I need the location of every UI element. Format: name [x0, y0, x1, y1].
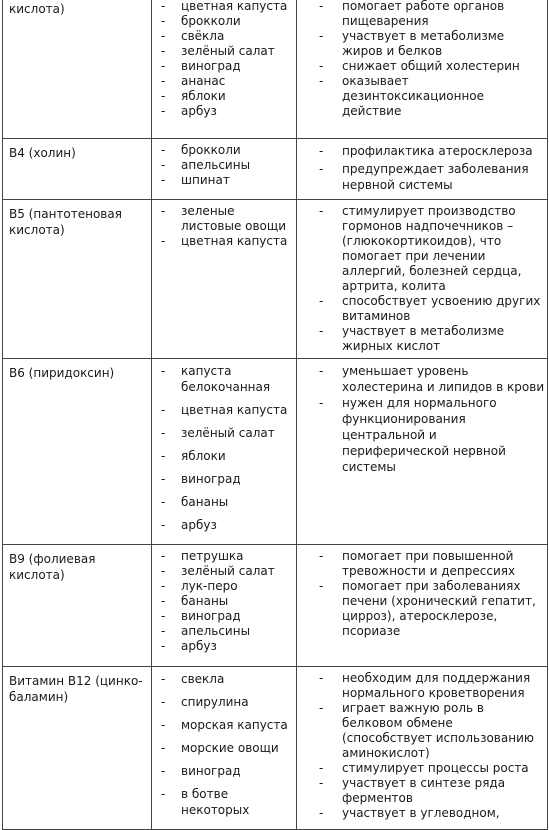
foods-list	[152, 200, 296, 253]
effect-item: - оказывает дезинтоксикационное действие	[297, 74, 545, 119]
vitamin-name: В9 (фолиевая кислота)	[9, 552, 96, 582]
food-item: - зелёный салат	[152, 564, 294, 579]
food-item: - ананас	[152, 74, 294, 89]
vitamin-name-cell	[3, 0, 152, 139]
foods-list	[152, 139, 296, 192]
food-item: - брокколи	[152, 143, 294, 158]
food-item: - морская капуста	[152, 717, 294, 733]
foods-list	[152, 0, 296, 123]
food-item: - шпинат	[152, 173, 294, 188]
effect-item: - помогает работе органов пищеварения	[297, 0, 545, 29]
table-row	[3, 667, 548, 830]
food-item: - брокколи	[152, 14, 294, 29]
food-item: - бананы	[152, 494, 294, 510]
foods-cell	[152, 545, 297, 667]
effects-list	[297, 200, 547, 358]
food-item: - зелёный салат	[152, 44, 294, 59]
food-item: - бананы	[152, 594, 294, 609]
foods-cell	[152, 139, 297, 200]
foods-cell	[152, 359, 297, 545]
vitamin-name-cell	[3, 545, 152, 667]
food-item: - арбуз	[152, 639, 294, 654]
table-row	[3, 200, 548, 359]
effect-item: - необходим для поддержания нормального кроветворения	[297, 671, 545, 701]
food-item: - цветная капуста	[152, 234, 294, 249]
effect-item: - участвует в углеводном,	[297, 806, 545, 821]
effects-cell	[297, 139, 548, 200]
effects-list	[297, 545, 547, 643]
effect-item: - участвует в метаболизме жирных кислот	[297, 324, 545, 354]
vitamins-table	[2, 0, 548, 830]
food-item: - виноград	[152, 59, 294, 74]
effect-item: - снижает общий холестерин	[297, 59, 545, 74]
food-item: - арбуз	[152, 104, 294, 119]
vitamin-name: кислота)	[9, 2, 65, 16]
effect-item: - стимулирует производство гормонов надпочечников – (глюкокортикоидов), что помогает при лечении аллергий, болезней сердца, артрита, колита	[297, 204, 545, 294]
effects-list	[297, 359, 547, 479]
food-item: - зеленые листовые овощи	[152, 204, 294, 234]
effects-cell	[297, 667, 548, 830]
food-item: - зелёный салат	[152, 425, 294, 441]
food-item: - яблоки	[152, 448, 294, 464]
effects-cell	[297, 359, 548, 545]
vitamin-name: В6 (пиридоксин)	[9, 366, 115, 380]
food-item: - свекла	[152, 671, 294, 687]
effects-cell	[297, 545, 548, 667]
food-item: - виноград	[152, 609, 294, 624]
effect-item: - способствует усвоению других витаминов	[297, 294, 545, 324]
foods-list	[152, 545, 296, 658]
vitamin-name: В5 (пантотеновая кислота)	[9, 207, 122, 237]
vitamin-name-cell	[3, 139, 152, 200]
vitamin-name: Витамин В12 (цинко-баламин)	[9, 674, 143, 704]
effect-item: - участвует в синтезе ряда ферментов	[297, 776, 545, 806]
food-item: - в ботве некоторых	[152, 786, 294, 818]
food-item: - апельсины	[152, 624, 294, 639]
food-item: - лук-перо	[152, 579, 294, 594]
foods-cell	[152, 200, 297, 359]
vitamin-name-cell	[3, 667, 152, 830]
food-item: - виноград	[152, 763, 294, 779]
effect-item: - помогает при заболеваниях печени (хронический гепатит, цирроз), атеросклерозе, псориазе	[297, 579, 545, 639]
effects-list	[297, 667, 547, 825]
effect-item: - играет важную роль в белковом обмене (способствует использованию аминокислот)	[297, 701, 545, 761]
vitamin-name-cell	[3, 200, 152, 359]
food-item: - петрушка	[152, 549, 294, 564]
table-row	[3, 139, 548, 200]
effects-cell	[297, 200, 548, 359]
table-row	[3, 545, 548, 667]
table-row	[3, 0, 548, 139]
foods-list	[152, 667, 296, 829]
food-item: - яблоки	[152, 89, 294, 104]
vitamin-name-cell	[3, 359, 152, 545]
vitamin-name: В4 (холин)	[9, 146, 76, 160]
food-item: - спирулина	[152, 694, 294, 710]
food-item: - капуста белокочанная	[152, 363, 294, 395]
effect-item: - нужен для нормального функционирования центральной и периферической нервной системы	[297, 395, 545, 475]
food-item: - свёкла	[152, 29, 294, 44]
effect-item: - уменьшает уровень холестерина и липидов в крови	[297, 363, 545, 395]
food-item: - цветная капуста	[152, 0, 294, 14]
foods-cell	[152, 0, 297, 139]
food-item: - апельсины	[152, 158, 294, 173]
food-item: - цветная капуста	[152, 402, 294, 418]
table-row	[3, 359, 548, 545]
effects-list	[297, 0, 547, 123]
effect-item: - стимулирует процессы роста	[297, 761, 545, 776]
food-item: - виноград	[152, 471, 294, 487]
effect-item: - профилактика атеросклероза	[297, 143, 545, 159]
food-item: - арбуз	[152, 517, 294, 533]
foods-cell	[152, 667, 297, 830]
effects-cell	[297, 0, 548, 139]
effect-item: - помогает при повышенной тревожности и депрессиях	[297, 549, 545, 579]
effect-item: - участвует в метаболизме жиров и белков	[297, 29, 545, 59]
effects-list	[297, 139, 547, 199]
foods-list	[152, 359, 296, 544]
effect-item: - предупреждает заболевания нервной системы	[297, 161, 545, 193]
food-item: - морские овощи	[152, 740, 294, 756]
